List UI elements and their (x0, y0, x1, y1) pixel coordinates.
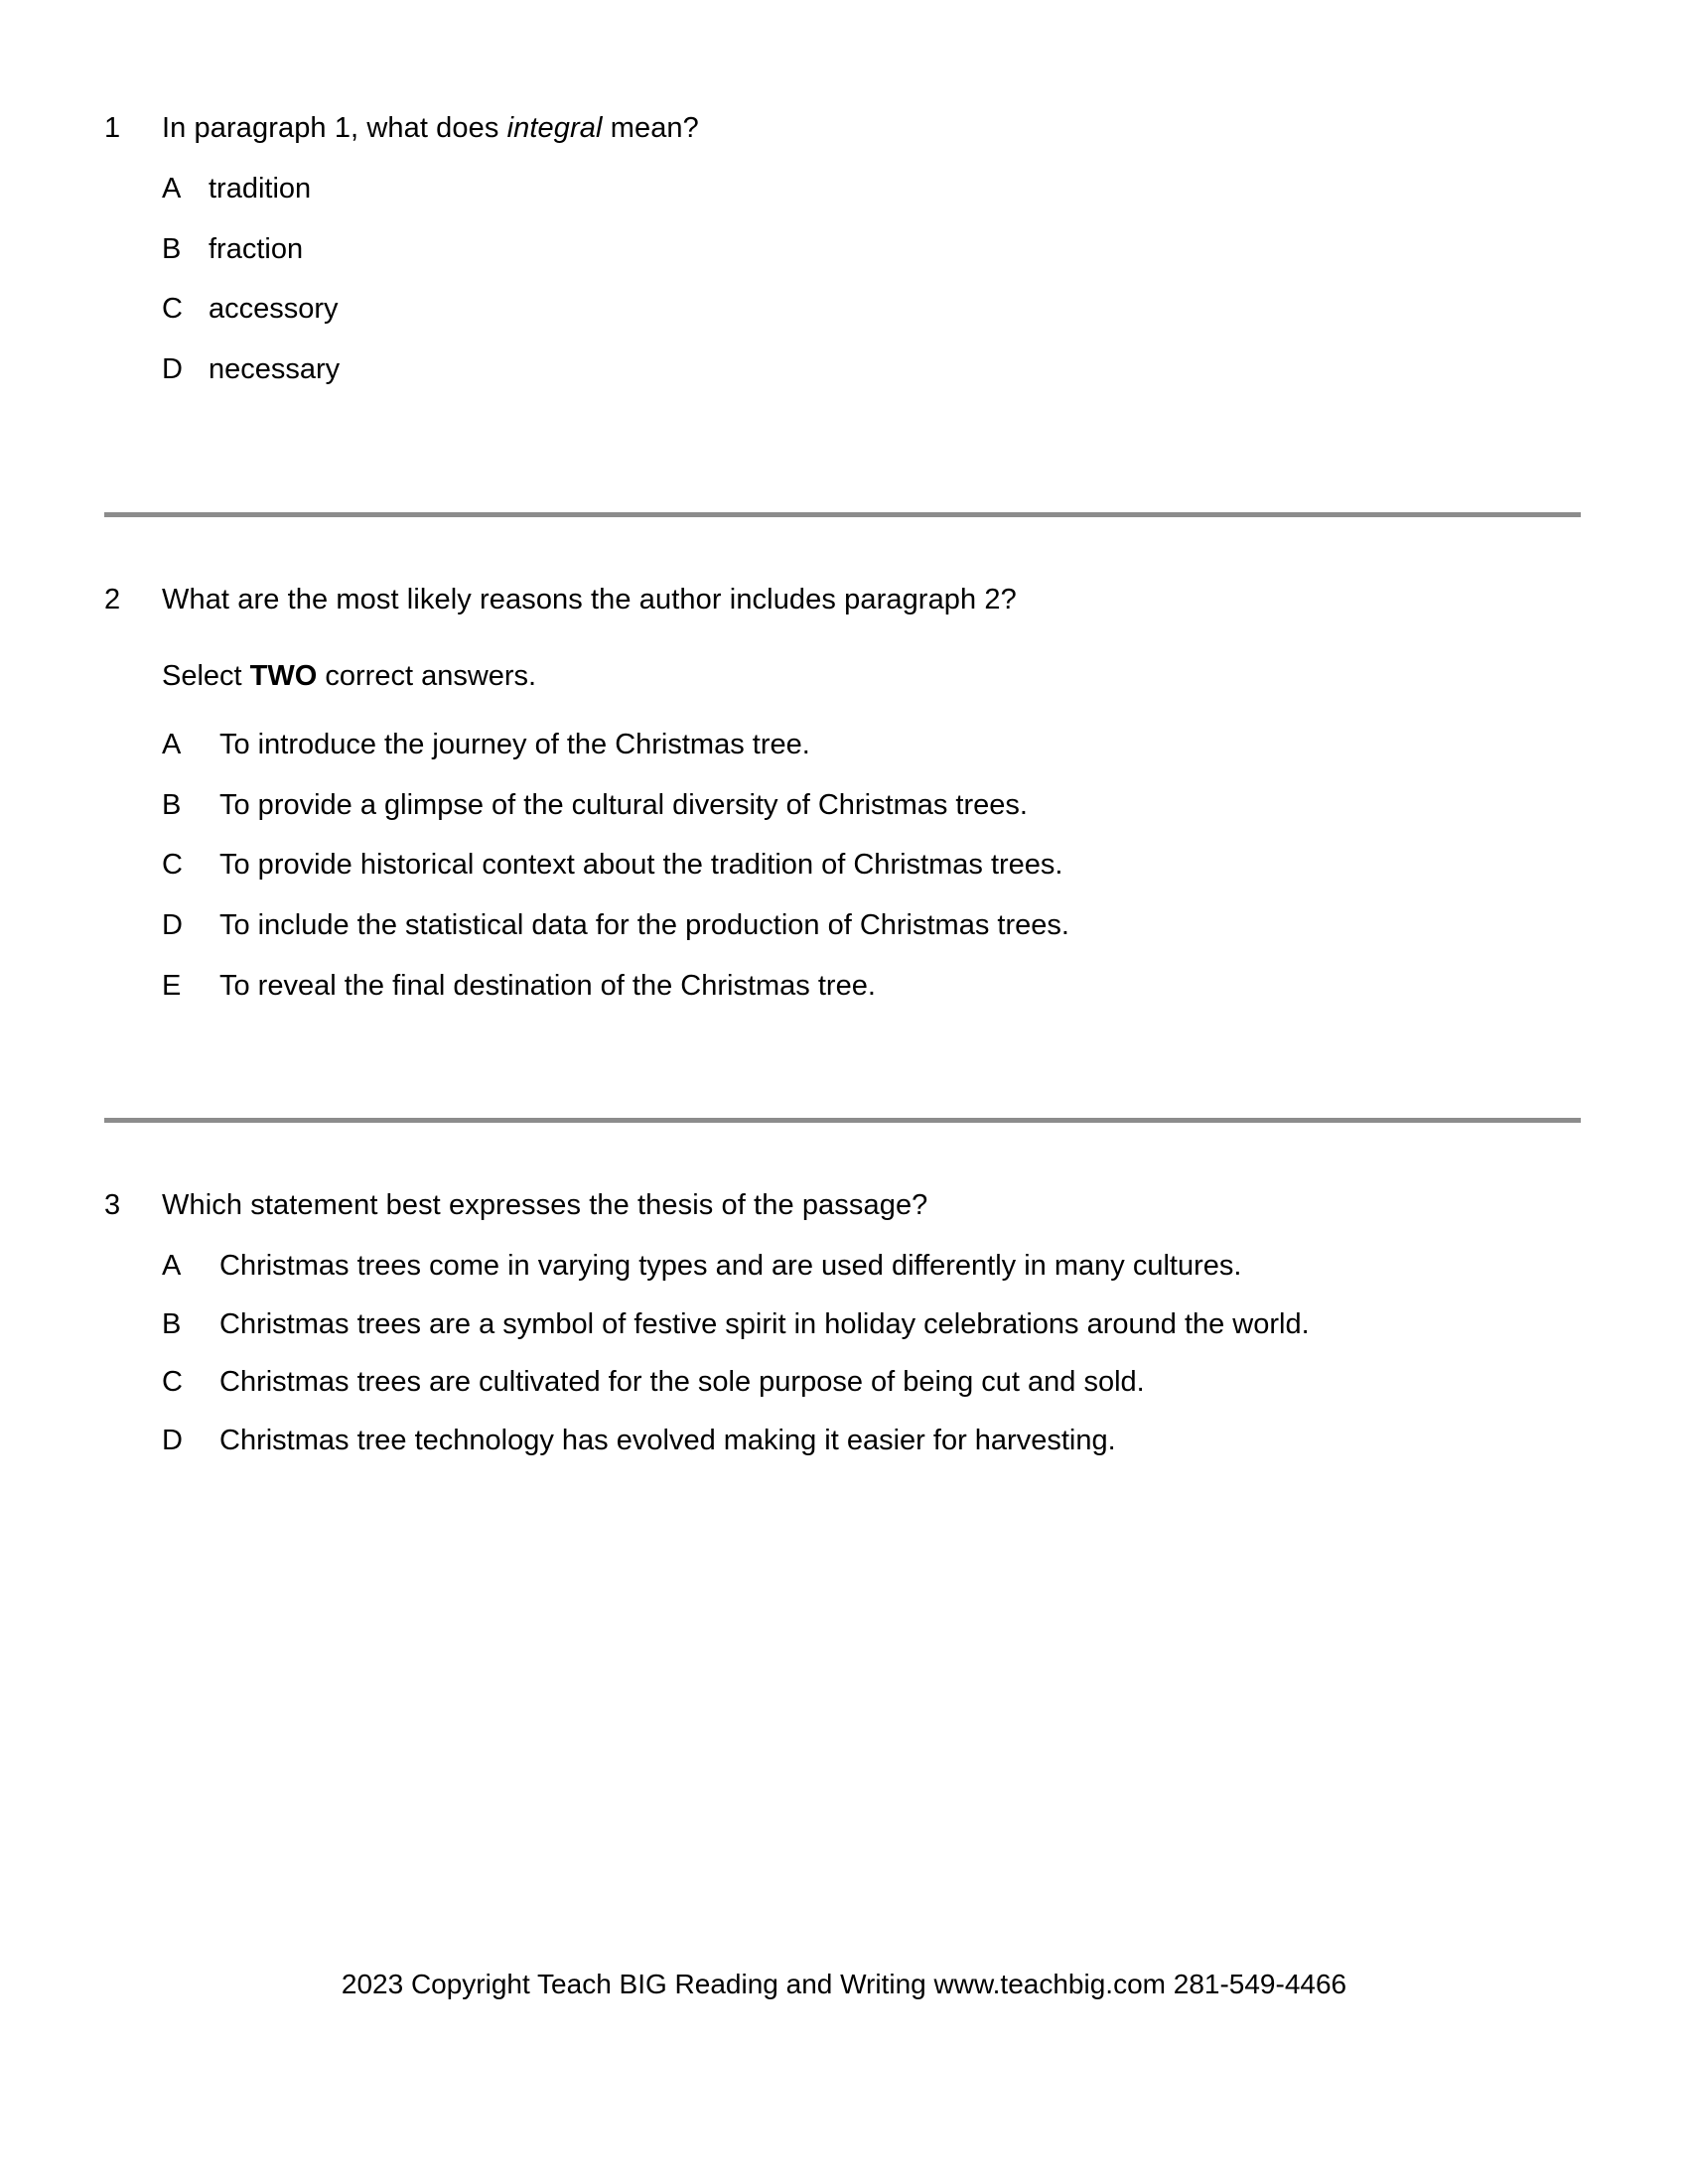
question-block-2 (104, 581, 1584, 1026)
option-1d-letter: D (162, 352, 183, 385)
section-divider-2 (104, 1118, 1581, 1123)
option-2e[interactable] (162, 967, 1584, 1006)
question-1-prompt (162, 109, 1584, 148)
question-3-heading (104, 1186, 1584, 1225)
option-2b[interactable] (162, 786, 1584, 825)
option-3a-text: Christmas trees come in varying types and are used differently in many cultures. (219, 1250, 1242, 1283)
option-2d-text: To include the statistical data for the production of Christmas trees. (219, 908, 1069, 941)
question-3-prompt: Which statement best expresses the thesis of the passage? (162, 1189, 928, 1221)
option-1c-letter: C (162, 293, 183, 326)
question-1-options (162, 170, 1584, 388)
option-2a-letter: A (162, 729, 182, 761)
option-2b-text: To provide a glimpse of the cultural diversity of Christmas trees. (219, 788, 1028, 821)
option-3b-text: Christmas trees are a symbol of festive spirit in holiday celebrations around the world. (219, 1307, 1310, 1340)
question-2-instruction (162, 657, 1584, 696)
option-1b[interactable] (162, 230, 1584, 269)
option-1a[interactable] (162, 170, 1584, 208)
option-3c-letter: C (162, 1366, 183, 1399)
option-2b-letter: B (162, 788, 182, 821)
section-divider-1 (104, 512, 1581, 517)
question-1-number: 1 (104, 112, 121, 144)
option-3a[interactable] (162, 1247, 1584, 1286)
option-3d[interactable] (162, 1422, 1584, 1460)
question-3-number: 3 (104, 1189, 121, 1221)
option-1a-text: tradition (209, 173, 312, 205)
question-2-options (162, 726, 1584, 1005)
question-1-prompt-part2: mean? (602, 112, 699, 144)
option-1c[interactable] (162, 290, 1584, 329)
question-2-prompt: What are the most likely reasons the author includes paragraph 2? (162, 584, 1017, 615)
page-footer: 2023 Copyright Teach BIG Reading and Writing www.teachbig.com 281-549-4466 (341, 1969, 1347, 1999)
option-1d-text: necessary (209, 352, 341, 385)
option-2c[interactable] (162, 846, 1584, 885)
option-3d-text: Christmas tree technology has evolved making it easier for harvesting. (219, 1424, 1116, 1456)
option-2a-text: To introduce the journey of the Christmas tree. (219, 729, 810, 761)
option-1a-letter: A (162, 173, 182, 205)
question-block-3 (104, 1186, 1584, 1479)
option-2e-letter: E (162, 969, 182, 1002)
question-2-instruction-part2: correct answers. (317, 660, 537, 693)
option-2e-text: To reveal the final destination of the Christmas tree. (219, 969, 876, 1002)
option-1c-text: accessory (209, 293, 339, 326)
option-3c-text: Christmas trees are cultivated for the sole purpose of being cut and sold. (219, 1366, 1145, 1399)
option-3d-letter: D (162, 1424, 183, 1456)
question-1-heading (104, 109, 1584, 148)
option-3b-letter: B (162, 1307, 182, 1340)
question-block-1 (104, 109, 1584, 410)
option-3c[interactable] (162, 1363, 1584, 1402)
option-2c-letter: C (162, 849, 183, 882)
option-1d[interactable] (162, 350, 1584, 389)
option-2d-letter: D (162, 908, 183, 941)
option-1b-text: fraction (209, 232, 304, 265)
option-2c-text: To provide historical context about the tradition of Christmas trees. (219, 849, 1063, 882)
question-1-prompt-part1: In paragraph 1, what does (162, 112, 507, 144)
option-1b-letter: B (162, 232, 182, 265)
option-2d[interactable] (162, 906, 1584, 945)
option-2a[interactable] (162, 726, 1584, 764)
question-1-prompt-italic-word: integral (506, 112, 603, 144)
option-3a-letter: A (162, 1250, 182, 1283)
option-3b[interactable] (162, 1305, 1584, 1344)
question-3-options (162, 1247, 1584, 1459)
question-2-instruction-part1: Select (162, 660, 250, 693)
question-2-instruction-bold: TWO (249, 660, 318, 693)
question-2-number: 2 (104, 584, 121, 615)
question-2-heading (104, 581, 1584, 619)
